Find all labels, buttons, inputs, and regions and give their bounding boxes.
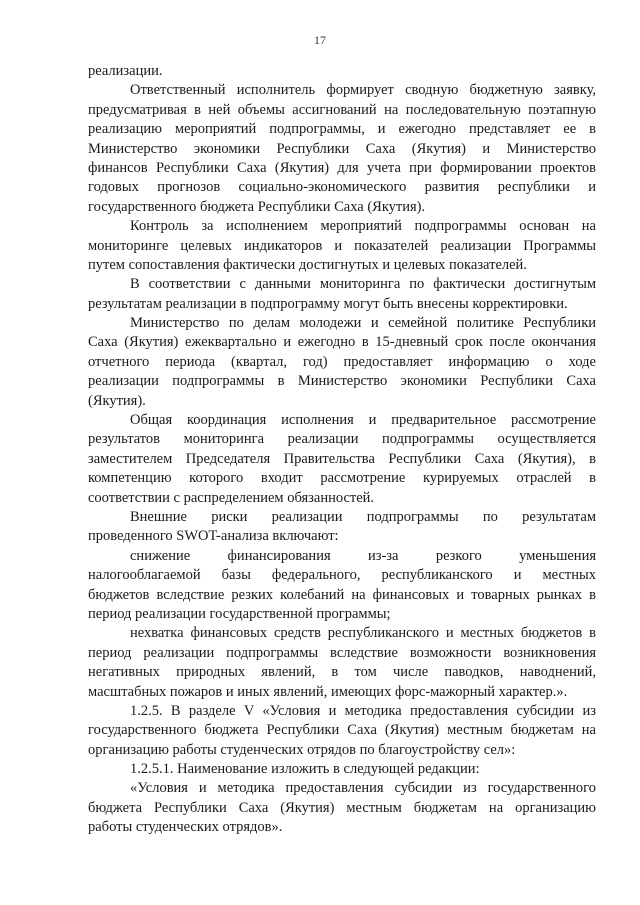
- document-body: [88, 62, 596, 838]
- text-line: компетенцию которого входит рассмотрение курируемых отраслей в: [88, 470, 596, 487]
- text-line: нехватка финансовых средств республиканского и местных бюджетов в: [130, 625, 596, 642]
- text-line: Саха (Якутия) ежеквартально и ежегодно в 15-дневный срок после окончания: [88, 334, 596, 351]
- text-line: мониторинге целевых индикаторов и показателей реализации Программы: [88, 237, 596, 254]
- text-line: результатам реализации в подпрограмму могут быть внесены корректировки.: [88, 295, 568, 312]
- text-line: период реализации государственной программы;: [88, 605, 391, 622]
- text-line: реализации подпрограммы в Министерство экономики Республики Саха: [88, 373, 596, 390]
- text-line: 1.2.5.1. Наименование изложить в следующей редакции:: [130, 761, 480, 778]
- text-line: В соответствии с данными мониторинга по фактически достигнутым: [130, 276, 596, 293]
- text-line: снижение финансирования из-за резкого уменьшения: [130, 547, 596, 564]
- text-line: негативных природных явлений, в том числе паводков, наводнений,: [88, 664, 596, 681]
- text-line: государственного бюджета Республики Саха (Якутия).: [88, 198, 426, 215]
- text-line: Ответственный исполнитель формирует сводную бюджетную заявку,: [130, 82, 596, 99]
- text-line: налогооблагаемой базы федерального, республиканского и местных: [88, 567, 596, 584]
- text-line: «Условия и методика предоставления субсидии из государственного: [130, 780, 596, 797]
- text-line: Министерство по делам молодежи и семейной политике Республики: [130, 315, 596, 332]
- text-line: работы студенческих отрядов».: [88, 819, 283, 836]
- text-line: предусматривая в ней объемы ассигнований на последовательную поэтапную: [88, 101, 596, 118]
- text-line: соответствии с распределением обязанностей.: [88, 489, 375, 506]
- text-line: годовых прогнозов социально-экономического развития республики и: [88, 179, 596, 196]
- text-line: проведенного SWOT-анализа включают:: [88, 528, 339, 545]
- text-line: реализацию мероприятий подпрограммы, и ежегодно представляет ее в: [88, 121, 596, 138]
- text-line: бюджета Республики Саха (Якутия) местным бюджетам на организацию: [88, 799, 596, 816]
- text-line: результатов мониторинга реализации подпрограммы осуществляется: [88, 431, 596, 448]
- text-line: бюджетов вследствие резких колебаний на финансовых и товарных рынках в: [88, 586, 596, 603]
- text-line: Контроль за исполнением мероприятий подпрограммы основан на: [130, 218, 596, 235]
- text-line: отчетного периода (квартал, год) предоставляет информацию о ходе: [88, 353, 596, 370]
- text-line: организацию работы студенческих отрядов по благоустройству сел»:: [88, 741, 516, 758]
- text-line: заместителем Председателя Правительства Республики Саха (Якутия), в: [88, 450, 596, 467]
- text-line: Министерство экономики Республики Саха (Якутия) и Министерство: [88, 140, 596, 157]
- text-line: Общая координация исполнения и предварительное рассмотрение: [130, 412, 596, 429]
- text-line: Внешние риски реализации подпрограммы по результатам: [130, 508, 596, 525]
- text-line: масштабных пожаров и иных явлений, имеющих форс-мажорный характер.».: [88, 683, 568, 700]
- text-line: государственного бюджета Республики Саха (Якутия) местным бюджетам на: [88, 722, 596, 739]
- text-line: (Якутия).: [88, 392, 146, 409]
- text-line: реализации.: [88, 63, 163, 79]
- text-line: путем сопоставления фактически достигнутых и целевых показателей.: [88, 256, 527, 273]
- text-line: 1.2.5. В разделе V «Условия и методика предоставления субсидии из: [130, 702, 596, 719]
- text-line: период реализации подпрограммы вследствие возможности возникновения: [88, 644, 596, 661]
- page-number: 17: [314, 33, 326, 47]
- text-line: финансов Республики Саха (Якутия) для учета при формировании проектов: [88, 159, 596, 176]
